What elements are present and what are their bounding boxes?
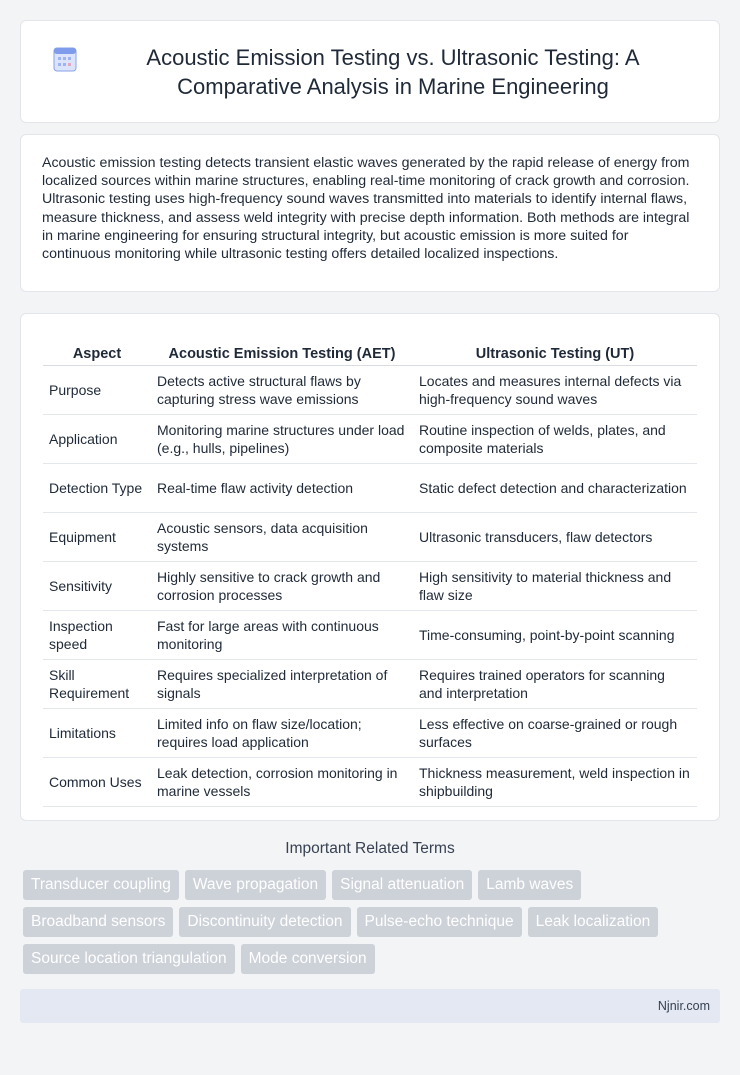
cell-ut: Routine inspection of welds, plates, and composite materials [413,415,697,464]
footer [20,989,720,1023]
cell-aet: Monitoring marine structures under load (e.g., hulls, pipelines) [151,415,413,464]
table-row [43,415,697,464]
cell-aspect: Application [43,415,151,464]
header-aet: Acoustic Emission Testing (AET) [151,334,413,366]
tag[interactable]: Lamb waves [478,870,581,900]
tag[interactable]: Discontinuity detection [179,907,350,937]
cell-ut: Static defect detection and characterization [413,464,697,513]
intro-card [20,134,720,292]
tag[interactable]: Source location triangulation [23,944,235,974]
title-wrap [51,43,689,101]
tag[interactable]: Signal attenuation [332,870,472,900]
related-terms-tags [0,870,740,974]
cell-aspect: Equipment [43,513,151,562]
cell-aspect: Sensitivity [43,562,151,611]
cell-ut: Requires trained operators for scanning and interpretation [413,660,697,709]
cell-ut: Locates and measures internal defects via high-frequency sound waves [413,366,697,415]
cell-aet: Acoustic sensors, data acquisition systems [151,513,413,562]
header-ut: Ultrasonic Testing (UT) [413,334,697,366]
cell-ut: Thickness measurement, weld inspection in shipbuilding [413,758,697,807]
cell-aet: Requires specialized interpretation of signals [151,660,413,709]
cell-aet: Leak detection, corrosion monitoring in marine vessels [151,758,413,807]
cell-aspect: Purpose [43,366,151,415]
table-row [43,513,697,562]
cell-aspect: Common Uses [43,758,151,807]
tag[interactable]: Wave propagation [185,870,326,900]
tag[interactable]: Mode conversion [241,944,375,974]
tag[interactable]: Pulse-echo technique [357,907,522,937]
comparison-table-card [20,313,720,821]
table-row [43,758,697,807]
table-row [43,660,697,709]
table-header-row [43,334,697,366]
cell-aspect: Inspection speed [43,611,151,660]
header-aspect: Aspect [43,334,151,366]
cell-ut: Ultrasonic transducers, flaw detectors [413,513,697,562]
comparison-table [43,334,697,807]
cell-aspect: Detection Type [43,464,151,513]
cell-aspect: Skill Requirement [43,660,151,709]
table-row [43,562,697,611]
intro-paragraph: Acoustic emission testing detects transient elastic waves generated by the rapid release of energy from localized sources within marine structures, enabling real-time monitoring of crack growth and corrosion. Ultrasonic testing uses high-frequency sound waves transmitted into materials to identify internal flaws, measure thickness, and assess weld integrity with precise depth information. Both methods are integral in marine engineering for ensuring structural integrity, but acoustic emission is more suited for continuous monitoring while ultrasonic testing offers detailed localized inspections. [42,155,690,263]
cell-ut: High sensitivity to material thickness and flaw size [413,562,697,611]
document-icon [51,45,79,73]
related-terms-title: Important Related Terms [285,840,455,857]
cell-aet: Detects active structural flaws by capturing stress wave emissions [151,366,413,415]
tag[interactable]: Transducer coupling [23,870,179,900]
cell-ut: Time-consuming, point-by-point scanning [413,611,697,660]
related-terms-section [0,840,740,974]
title-card [20,20,720,123]
cell-aet: Highly sensitive to crack growth and corrosion processes [151,562,413,611]
table-row [43,611,697,660]
cell-aspect: Limitations [43,709,151,758]
tag[interactable]: Leak localization [528,907,659,937]
tag[interactable]: Broadband sensors [23,907,173,937]
table-row [43,464,697,513]
cell-aet: Fast for large areas with continuous monitoring [151,611,413,660]
table-row [43,366,697,415]
cell-ut: Less effective on coarse-grained or rough surfaces [413,709,697,758]
cell-aet: Real-time flaw activity detection [151,464,413,513]
page-title: Acoustic Emission Testing vs. Ultrasonic Testing: A Comparative Analysis in Marine Engineering [146,44,640,99]
table-row [43,709,697,758]
cell-aet: Limited info on flaw size/location; requires load application [151,709,413,758]
footer-site[interactable]: Njnir.com [657,999,710,1013]
